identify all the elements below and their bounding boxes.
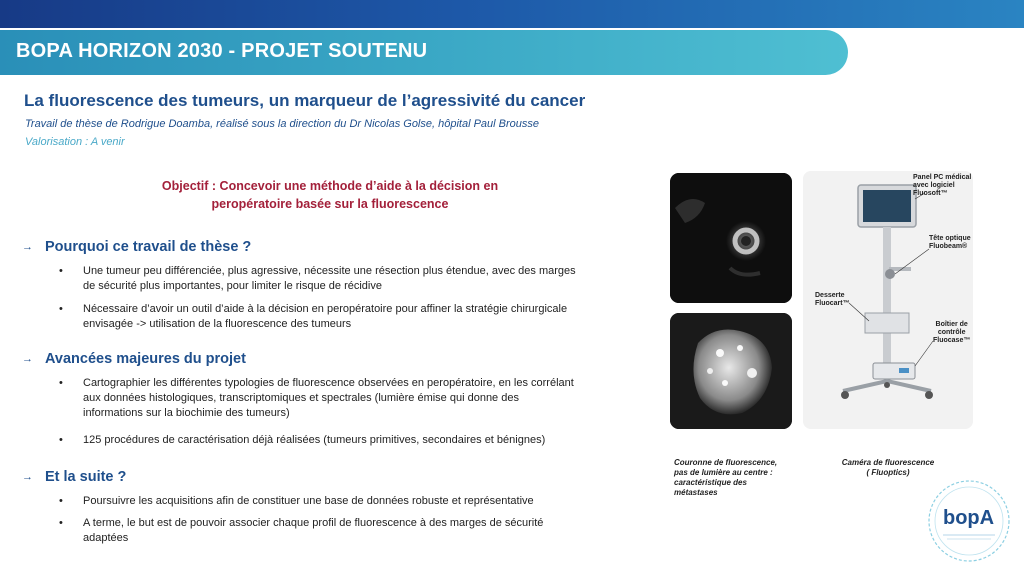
caption-fluorescence-ring: Couronne de fluorescence, pas de lumière au centre : caractéristique des métastases bbox=[674, 458, 778, 497]
top-bar bbox=[0, 0, 1024, 28]
banner-title: BOPA HORIZON 2030 - PROJET SOUTENU bbox=[16, 40, 428, 62]
list-item: • Cartographier les différentes typologies de fluorescence observées en peropératoire, en les corrélant aux données histologiques, transcriptomiques et spectrales (lumière émise qui donne des informations sur la biochimie des tumeurs) bbox=[59, 377, 574, 419]
section-title: Avancées majeures du projet bbox=[45, 351, 246, 367]
slide-subtitle: Travail de thèse de Rodrigue Doamba, réalisé sous la direction du Dr Nicolas Golse, hôpital Paul Brousse bbox=[25, 118, 540, 130]
list-item: • Poursuivre les acquisitions afin de constituer une base de données robuste et représentative bbox=[59, 495, 534, 507]
bullet-icon: • bbox=[59, 377, 63, 389]
arrow-right-icon: → bbox=[22, 353, 33, 365]
fluorescence-ring-image bbox=[670, 173, 792, 303]
list-item: • A terme, le but est de pouvoir associer chaque profil de fluorescence à des marges de sécurité adaptées bbox=[59, 517, 544, 544]
objective-line: peropératoire basée sur la fluorescence bbox=[211, 197, 449, 211]
bullet-icon: • bbox=[59, 517, 63, 529]
arrow-right-icon: → bbox=[22, 241, 33, 253]
objective-line: Objectif : Concevoir une méthode d’aide à la décision en bbox=[161, 179, 499, 193]
section-title: Et la suite ? bbox=[45, 469, 127, 485]
objective-statement bbox=[110, 177, 550, 213]
slide-title: La fluorescence des tumeurs, un marqueur de l’agressivité du cancer bbox=[24, 91, 586, 110]
bullet-icon: • bbox=[59, 303, 63, 315]
fluorescence-tumor-image bbox=[670, 313, 792, 429]
list-item: • 125 procédures de caractérisation déjà réalisées (tumeurs primitives, secondaires et bénignes) bbox=[59, 434, 546, 446]
logo-text: bopA bbox=[943, 507, 995, 529]
valorisation-note: Valorisation : A venir bbox=[25, 136, 125, 148]
list-item: • Nécessaire d’avoir un outil d’aide à la décision en peropératoire pour affiner la stratégie chirurgicale envisagée -> utilisation de la fluorescence des tumeurs bbox=[59, 303, 568, 330]
device-label-head: Tête optique Fluobeam® bbox=[929, 235, 971, 250]
fluorescence-camera-device-image bbox=[803, 171, 973, 429]
header-banner bbox=[0, 30, 848, 75]
bopa-logo bbox=[927, 479, 1011, 563]
bullet-icon: • bbox=[59, 434, 63, 446]
device-label-panel: Panel PC médical avec logiciel Fluosoft™ bbox=[913, 174, 972, 197]
bullet-icon: • bbox=[59, 265, 63, 277]
device-label-box: Boîtier de contrôle Fluocase™ bbox=[933, 321, 971, 344]
section-title: Pourquoi ce travail de thèse ? bbox=[45, 239, 252, 255]
arrow-right-icon: → bbox=[22, 471, 33, 483]
list-item: • Une tumeur peu différenciée, plus agressive, nécessite une résection plus étendue, avec des marges de sécurité plus importantes, pour limiter le risque de récidive bbox=[59, 265, 576, 292]
caption-camera: Caméra de fluorescence ( Fluoptics) bbox=[841, 458, 935, 477]
device-label-cart: Desserte Fluocart™ bbox=[815, 292, 850, 307]
bullet-icon: • bbox=[59, 495, 63, 507]
